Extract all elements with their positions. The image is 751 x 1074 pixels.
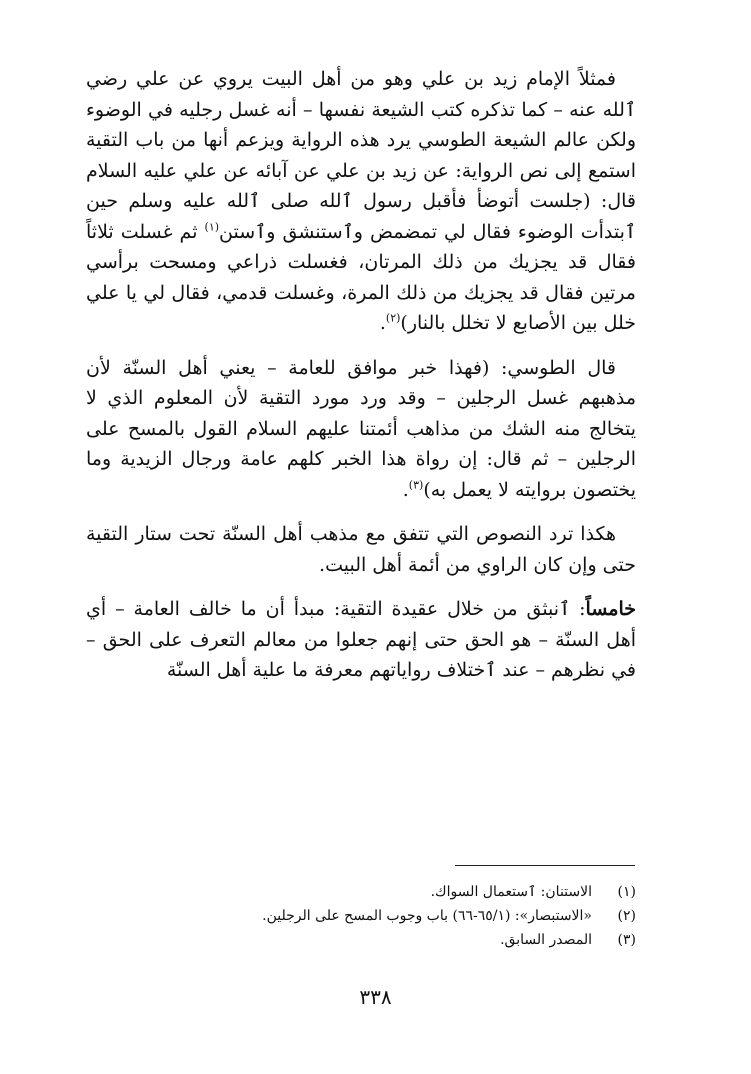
paragraph-4-lead: خامساً	[585, 598, 636, 620]
footnote-1-number: (١)	[617, 884, 636, 900]
paragraph-1	[86, 64, 636, 339]
paragraph-3-text: هكذا ترد النصوص التي تتفق مع مذهب أهل السنّة تحت ستار التقية حتى وإن كان الراوي من أئمة أهل البيت.	[86, 523, 636, 576]
page-number: ٣٣٨	[359, 985, 392, 1009]
paragraph-1-end: .	[379, 312, 386, 334]
footnote-2-number: (٢)	[617, 908, 636, 924]
footnote-1	[86, 880, 636, 904]
footnote-3-number: (٣)	[617, 932, 636, 948]
footnote-ref-3: (٣)	[408, 478, 424, 492]
body-text	[86, 64, 636, 700]
footnote-separator	[455, 865, 635, 866]
paragraph-3	[86, 519, 636, 580]
footnote-3-text: المصدر السابق.	[500, 932, 592, 948]
paragraph-2	[86, 353, 636, 506]
footnote-3	[86, 928, 636, 952]
footnote-ref-2: (٢)	[385, 311, 401, 325]
paragraph-4-text: : ٱنبثق من خلال عقيدة التقية: مبدأ أن ما خالف العامة – أي أهل السنّة – هو الحق حتى إنهم جعلوا من معالم التعرف على الحق – في نظرهم – عند ٱختلاف رواياتهم معرفة ما علية أهل السنّة	[86, 598, 636, 681]
footnote-2-text: «الاستبصار»: (٦٥/١-٦٦) باب وجوب المسح على الرجلين.	[262, 908, 592, 924]
footnote-2	[86, 904, 636, 928]
paragraph-1-text: فمثلاً الإمام زيد بن علي وهو من أهل البيت يروي عن علي رضي ٱلله عنه – كما تذكره كتب الشيعة نفسها – أنه غسل رجليه في الوضوء ولكن عالم الشيعة الطوسي يرد هذه الرواية ويزعم أنها من باب التقية استمع إلى نص الرواية: عن زيد بن علي عن آبائه عن علي عليه السلام قال: (جلست أتوضأ فأقبل رسول ٱلله صلى ٱلله عليه وسلم حين ٱبتدأت الوضوء فقال لي تمضمض وٱستنشق وٱستن	[86, 68, 636, 243]
footnote-ref-1: (١)	[204, 220, 220, 234]
footnote-1-text: الاستنان: ٱستعمال السواك.	[430, 884, 592, 900]
footnotes	[86, 880, 636, 952]
paragraph-2-end: .	[402, 478, 409, 501]
paragraph-4	[86, 594, 636, 686]
paragraph-2-text: قال الطوسي: (فهذا خبر موافق للعامة – يعني أهل السنّة لأن مذهبهم غسل الرجلين – وقد ورد مورد التقية لأن المعلوم الذي لا يتخالج منه الشك من مذاهب أئمتنا عليهم السلام القول بالمسح على الرجلين – ثم قال: إن رواة هذا الخبر كلهم عامة ورجال الزيدية وما يختصون بروايته لا يعمل به)	[86, 356, 636, 501]
paragraph-1-text-continued: ثم غسلت ثلاثاً فقال قد يجزيك من ذلك المرتان، فغسلت ذراعي ومسحت برأسي مرتين فقال قد يجزيك من ذلك المرة، وغسلت قدمي، فقال لي يا علي خلل بين الأصابع لا تخلل بالنار)	[86, 220, 636, 334]
